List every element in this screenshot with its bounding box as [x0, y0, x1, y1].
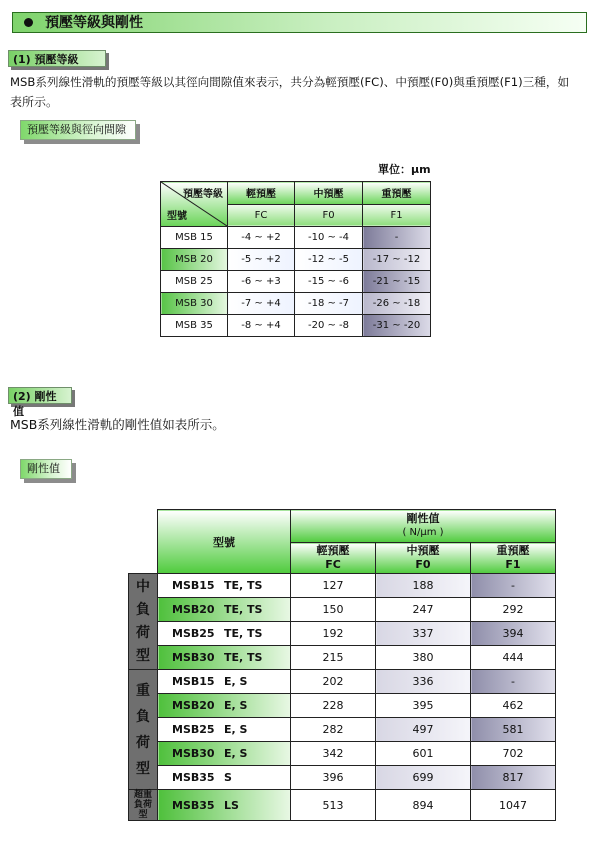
- model-suffix: E, S: [224, 747, 248, 760]
- page-banner: [12, 12, 587, 33]
- table-row: [161, 227, 431, 249]
- column-header-code: FC: [325, 558, 341, 571]
- rigidity-unit-label: ( N/μm ): [402, 527, 444, 538]
- column-header-code: FC: [228, 204, 295, 227]
- table-row: [161, 293, 431, 315]
- value-cell: 188: [376, 574, 471, 598]
- column-header-name: 輕預壓: [316, 544, 350, 557]
- value-cell: 699: [376, 766, 471, 790]
- table-corner-cell: [161, 182, 228, 227]
- value-cell: 394: [471, 622, 556, 646]
- model-name: MSB30: [172, 651, 215, 664]
- table-row: [129, 646, 556, 670]
- model-suffix: LS: [224, 798, 239, 812]
- value-cell: 581: [471, 718, 556, 742]
- rigidity-table-title: 剛性值: [20, 459, 72, 479]
- preload-table-title: 預壓等級與徑向間隙: [20, 120, 136, 140]
- category-label-super-heavy: [129, 790, 158, 821]
- model-cell: MSB 20: [161, 249, 228, 271]
- model-suffix: TE, TS: [224, 627, 263, 640]
- category-text: 重負荷型: [136, 682, 150, 777]
- value-cell: -7 ~ +4: [228, 293, 295, 315]
- model-name: MSB35: [172, 771, 215, 784]
- model-name: MSB25: [172, 627, 215, 640]
- rigidity-group-header: [291, 510, 556, 543]
- value-cell: 1047: [471, 790, 556, 821]
- model-name: MSB20: [172, 699, 215, 712]
- model-suffix: E, S: [224, 723, 248, 736]
- value-cell: 894: [376, 790, 471, 821]
- value-cell: 247: [376, 598, 471, 622]
- section-heading-rigidity: (2) 剛性值: [8, 387, 72, 404]
- table-row: [161, 249, 431, 271]
- model-cell: MSB 15: [161, 227, 228, 249]
- model-cell: [158, 574, 291, 598]
- model-name: MSB15: [172, 579, 215, 592]
- table-row: [161, 271, 431, 293]
- category-label-medium: [129, 574, 158, 670]
- column-header-name: 中預壓: [406, 544, 440, 557]
- preload-paragraph-line1: MSB系列線性滑軌的預壓等級以其徑向間隙值來表示，共分為輕預壓(FC)、中預壓(F0)與重預壓(F1)三種，如: [10, 75, 570, 89]
- value-cell: -6 ~ +3: [228, 271, 295, 293]
- table-row: [129, 790, 556, 821]
- model-cell: [158, 790, 291, 821]
- value-cell: -20 ~ -8: [295, 315, 363, 337]
- value-cell: -10 ~ -4: [295, 227, 363, 249]
- model-name: MSB15: [172, 675, 215, 688]
- category-label-heavy: [129, 670, 158, 790]
- column-header: [376, 543, 471, 574]
- category-text: 中負荷型: [136, 578, 150, 664]
- model-name: MSB20: [172, 603, 215, 616]
- model-suffix: TE, TS: [224, 579, 263, 592]
- value-cell: -21 ~ -15: [363, 271, 431, 293]
- table-row: [129, 742, 556, 766]
- table-row: [129, 694, 556, 718]
- column-header-name: 輕預壓: [228, 182, 295, 205]
- table-row: [161, 315, 431, 337]
- model-suffix: S: [224, 771, 232, 784]
- model-cell: MSB 25: [161, 271, 228, 293]
- corner-bottom-label: 型號: [167, 211, 187, 222]
- column-header-code: F0: [295, 204, 363, 227]
- value-cell: 282: [291, 718, 376, 742]
- rigidity-table: [128, 509, 556, 821]
- table-row: [129, 670, 556, 694]
- value-cell: 202: [291, 670, 376, 694]
- model-cell: [158, 718, 291, 742]
- value-cell: 215: [291, 646, 376, 670]
- value-cell: 497: [376, 718, 471, 742]
- value-cell: -17 ~ -12: [363, 249, 431, 271]
- value-cell: -: [471, 670, 556, 694]
- model-suffix: E, S: [224, 675, 248, 688]
- value-cell: -8 ~ +4: [228, 315, 295, 337]
- model-cell: [158, 646, 291, 670]
- model-cell: [158, 742, 291, 766]
- value-cell: 127: [291, 574, 376, 598]
- value-cell: 150: [291, 598, 376, 622]
- table-row: [129, 598, 556, 622]
- rigidity-paragraph: MSB系列線性滑軌的剛性值如表所示。: [10, 417, 225, 432]
- table-row: [129, 622, 556, 646]
- section-heading-preload: (1) 預壓等級: [8, 50, 106, 67]
- unit-label: 單位：μm: [378, 163, 431, 176]
- model-header: 型號: [158, 510, 291, 574]
- column-header-code: F1: [363, 204, 431, 227]
- value-cell: 702: [471, 742, 556, 766]
- model-cell: MSB 35: [161, 315, 228, 337]
- bullet-icon: [24, 18, 33, 27]
- value-cell: -: [471, 574, 556, 598]
- value-cell: -31 ~ -20: [363, 315, 431, 337]
- model-cell: [158, 598, 291, 622]
- table-row: [129, 718, 556, 742]
- value-cell: 292: [471, 598, 556, 622]
- column-header: [291, 543, 376, 574]
- value-cell: 192: [291, 622, 376, 646]
- model-suffix: E, S: [224, 699, 248, 712]
- value-cell: 342: [291, 742, 376, 766]
- value-cell: 601: [376, 742, 471, 766]
- category-text: 超重負荷型: [133, 790, 152, 820]
- table-row: [129, 574, 556, 598]
- value-cell: 817: [471, 766, 556, 790]
- model-cell: [158, 766, 291, 790]
- model-cell: [158, 622, 291, 646]
- model-cell: MSB 30: [161, 293, 228, 315]
- rigidity-header-label: 剛性值: [406, 512, 440, 525]
- value-cell: 396: [291, 766, 376, 790]
- value-cell: -: [363, 227, 431, 249]
- model-cell: [158, 670, 291, 694]
- value-cell: -12 ~ -5: [295, 249, 363, 271]
- model-cell: [158, 694, 291, 718]
- value-cell: 395: [376, 694, 471, 718]
- model-suffix: TE, TS: [224, 603, 263, 616]
- model-name: MSB25: [172, 723, 215, 736]
- column-header-name: 重預壓: [363, 182, 431, 205]
- model-name: MSB30: [172, 747, 215, 760]
- preload-paragraph-line2: 表所示。: [10, 95, 59, 109]
- table-row: [129, 766, 556, 790]
- value-cell: -15 ~ -6: [295, 271, 363, 293]
- value-cell: 462: [471, 694, 556, 718]
- value-cell: -5 ~ +2: [228, 249, 295, 271]
- value-cell: -26 ~ -18: [363, 293, 431, 315]
- page-title: 預壓等級與剛性: [45, 15, 143, 31]
- column-header-name: 中預壓: [295, 182, 363, 205]
- column-header: [471, 543, 556, 574]
- model-name: MSB35: [172, 798, 215, 812]
- column-header-code: F0: [415, 558, 431, 571]
- value-cell: 337: [376, 622, 471, 646]
- corner-top-label: 預壓等級: [183, 189, 223, 200]
- value-cell: 513: [291, 790, 376, 821]
- value-cell: -18 ~ -7: [295, 293, 363, 315]
- column-header-name: 重預壓: [496, 544, 530, 557]
- preload-table: [160, 181, 431, 337]
- value-cell: 336: [376, 670, 471, 694]
- column-header-code: F1: [505, 558, 521, 571]
- value-cell: 380: [376, 646, 471, 670]
- value-cell: -4 ~ +2: [228, 227, 295, 249]
- value-cell: 444: [471, 646, 556, 670]
- value-cell: 228: [291, 694, 376, 718]
- model-suffix: TE, TS: [224, 651, 263, 664]
